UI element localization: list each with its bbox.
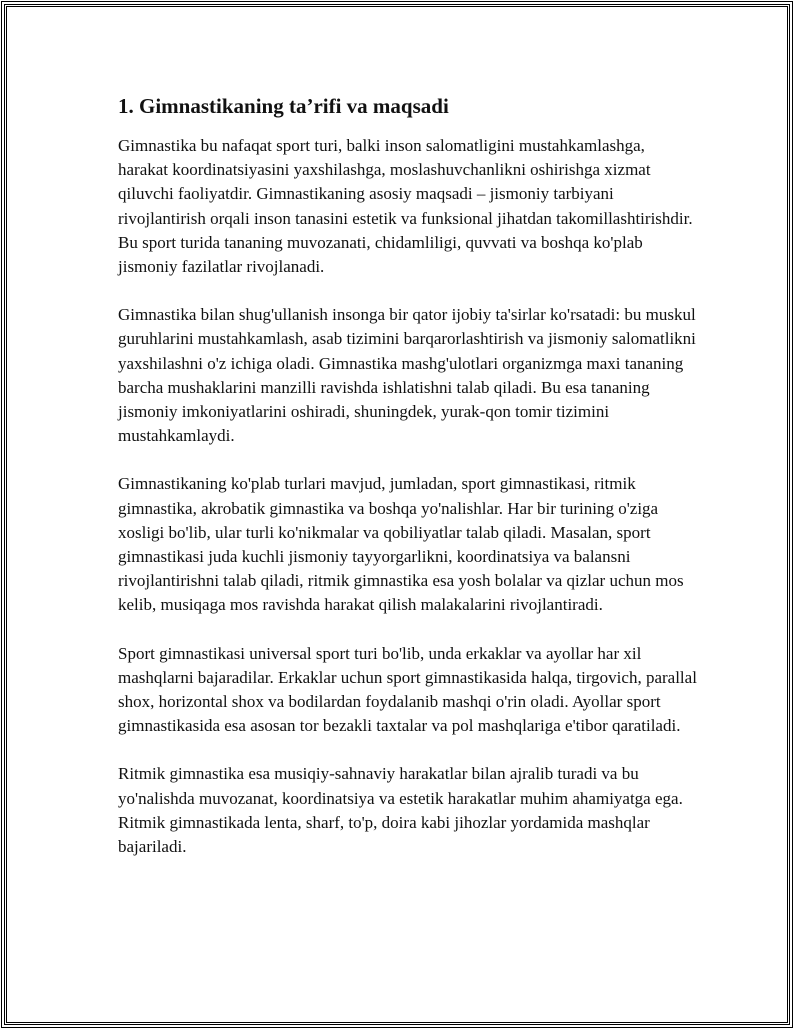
section-heading: 1. Gimnastikaning ta’rifi va maqsadi [118,94,449,118]
document-body [118,92,698,883]
paragraph-definition: Gimnastika bu nafaqat sport turi, balki inson salomatligini mustahkamlashga, harakat koordinatsiyasini yaxshilashga, moslashuvchanlikni oshirishga xizmat qiluvchi faoliyatdir. Gimnastikaning asosiy maqsadi – jismoniy tarbiyani rivojlantirish orqali inson tanasini estetik va funksional jihatdan takomillashtirishdir. Bu sport turida tananing muvozanati, chidamliligi, quvvati va boshqa ko'plab jismoniy fazilatlar rivojlanadi. [118,136,693,277]
paragraph-artistic-gymnastics: Sport gimnastikasi universal sport turi bo'lib, unda erkaklar va ayollar har xil mashqlarni bajaradilar. Erkaklar uchun sport gimnastikasida halqa, tirgovich, parallal shox, horizontal shox va bodilardan foydalanib mashqi o'rin oladi. Ayollar sport gimnastikasida esa asosan tor bezakli taxtalar va pol mashqlariga e'tibor qaratiladi. [118,643,697,736]
paragraph-rhythmic-gymnastics: Ritmik gimnastika esa musiqiy-sahnaviy harakatlar bilan ajralib turadi va bu yo'nalishda muvozanat, koordinatsiya va estetik harakatlar muhim ahamiyatga ega. Ritmik gimnastikada lenta, sharf, to'p, doira kabi jihozlar yordamida mashqlar bajariladi. [118,764,683,857]
paragraph-benefits: Gimnastika bilan shug'ullanish insonga bir qator ijobiy ta'sirlar ko'rsatadi: bu muskul guruhlarini mustahkamlash, asab tizimini barqarorlashtirish va jismoniy salomatlikni yaxshilashni o'z ichiga oladi. Gimnastika mashg'ulotlari organizmga maxi tananing barcha mushaklarini manzilli ravishda ishlatishni talab qiladi. Bu esa tananing jismoniy imkoniyatlarini oshiradi, shuningdek, yurak-qon tomir tizimini mustahkamlaydi. [118,305,696,446]
paragraph-types: Gimnastikaning ko'plab turlari mavjud, jumladan, sport gimnastikasi, ritmik gimnastika, akrobatik gimnastika va boshqa yo'nalishlar. Har bir turining o'ziga xosligi bo'lib, ular turli ko'nikmalar va qobiliyatlar talab qiladi. Masalan, sport gimnastikasi juda kuchli jismoniy tayyorgarlikni, koordinatsiya va balansni rivojlantirishni talab qiladi, ritmik gimnastika esa yosh bolalar va qizlar uchun mos kelib, musiqaga mos ravishda harakat qilish malakalarini rivojlantiradi. [118,474,684,615]
